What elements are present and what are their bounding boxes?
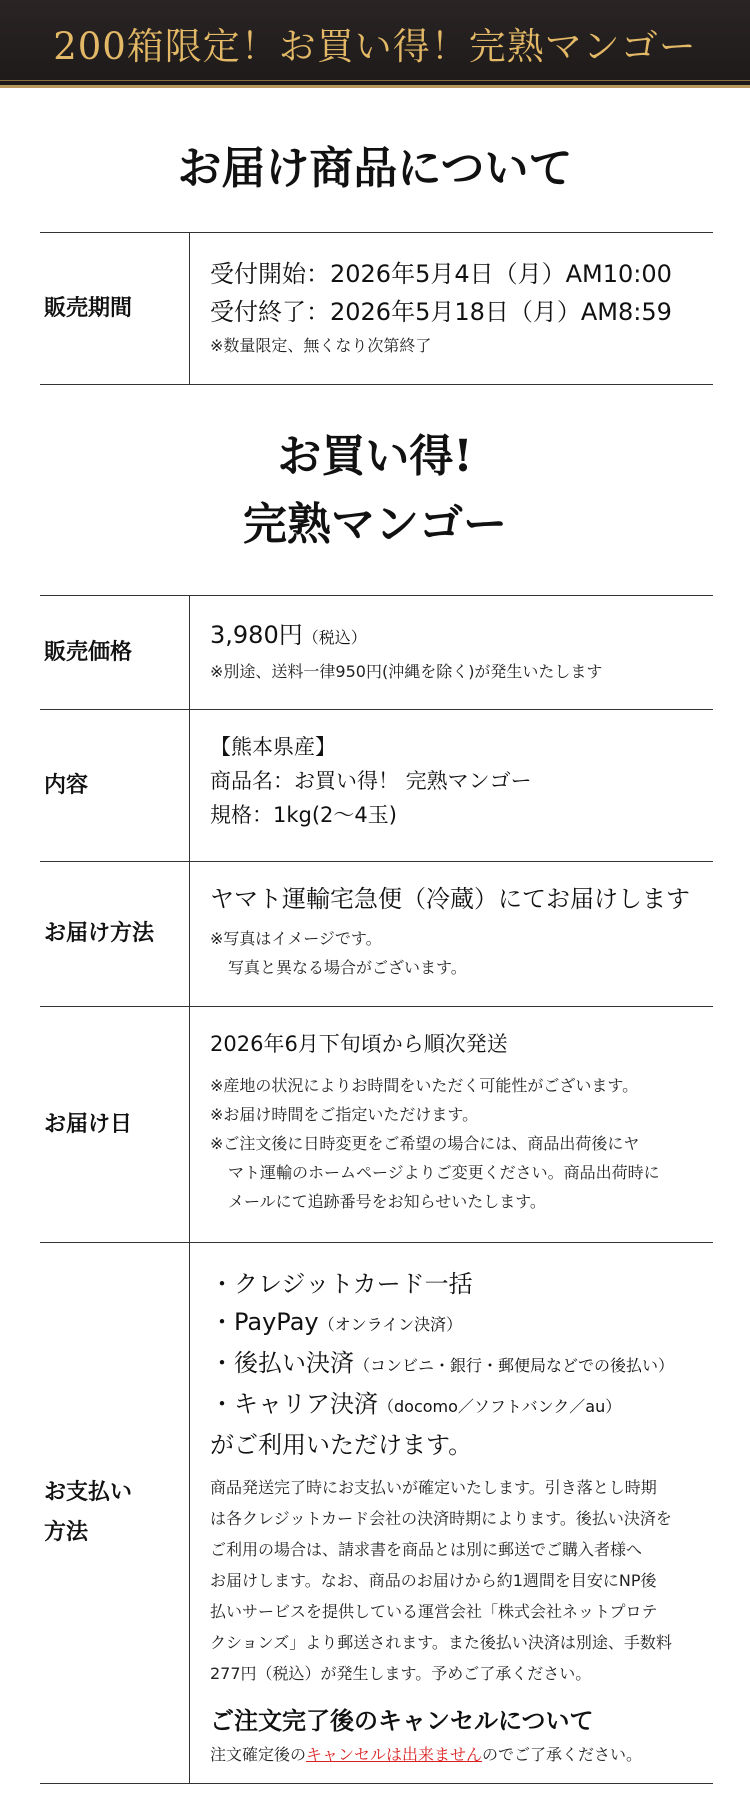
cancel-not-allowed: キャンセルは出来ません	[306, 1745, 483, 1764]
contents-origin: 【熊本県産】	[210, 735, 336, 759]
delivery-date-note1: ※産地の状況によりお時間をいただく可能性がございます。	[210, 1076, 639, 1095]
contents-product-name: 商品名：お買い得！ 完熟マンゴー	[210, 769, 532, 793]
carrier-label: ・キャリア決済	[210, 1390, 378, 1418]
label-price: 販売価格	[40, 596, 190, 709]
delivery-date-note3a: ※ご注文後に日時変更をご希望の場合には、商品出荷後にヤ	[210, 1134, 640, 1153]
section-title-product-info: お届け商品について	[177, 143, 573, 194]
label-sales-period: 販売期間	[40, 233, 190, 384]
row-price	[40, 596, 713, 710]
payment-para-line1: 商品発送完了時にお支払いが確定いたします。引き落とし時期	[210, 1478, 657, 1497]
delivery-date-main: 2026年6月下旬頃から順次発送	[210, 1032, 508, 1056]
deferred-note: （コンビニ・銀行・郵便局などでの後払い）	[354, 1356, 675, 1375]
payment-para-line6: クションズ」より郵送されます。また後払い決済は別途、手数料	[210, 1633, 672, 1652]
delivery-method-note1: ※写真はイメージです。	[210, 929, 382, 948]
row-payment	[40, 1243, 713, 1784]
section-title-product	[0, 423, 750, 559]
cancel-text-post: のでご了承ください。	[482, 1745, 643, 1764]
price-value: 3,980円	[210, 621, 303, 649]
paypay-label: ・PayPay	[210, 1308, 319, 1336]
payment-available-text: がご利用いただけます。	[210, 1431, 473, 1459]
carrier-note: （docomo／ソフトバンク／au）	[378, 1397, 622, 1416]
delivery-date-note3c: メールにて追跡番号をお知らせいたします。	[228, 1192, 546, 1211]
product-title-line1: お買い得!	[277, 431, 473, 482]
payment-para-line3: ご利用の場合は、請求書を商品とは別に郵送でご購入者様へ	[210, 1540, 643, 1559]
promo-banner	[0, 0, 750, 88]
payment-method-carrier	[210, 1385, 705, 1426]
content-delivery-method	[190, 862, 713, 1006]
paypay-note: （オンライン決済）	[318, 1315, 463, 1334]
payment-para-line7: 277円（税込）が発生します。予めご了承ください。	[210, 1664, 592, 1683]
delivery-method-note2: 写真と異なる場合がございます。	[228, 958, 467, 977]
label-delivery-method: お届け方法	[40, 862, 190, 1006]
label-payment-line2: 方法	[44, 1520, 89, 1545]
row-delivery-method	[40, 862, 713, 1007]
row-contents	[40, 710, 713, 862]
payment-method-credit: ・クレジットカード一括	[210, 1270, 473, 1298]
deferred-label: ・後払い決済	[210, 1349, 354, 1377]
cancel-text-pre: 注文確定後の	[210, 1745, 307, 1764]
period-start: 受付開始：2026年5月4日（月）AM10:00	[210, 260, 672, 288]
period-note: ※数量限定、無くなり次第終了	[210, 336, 432, 355]
cancel-policy-text	[210, 1739, 705, 1770]
content-sales-period	[190, 233, 713, 384]
label-payment	[40, 1243, 190, 1783]
price-line	[210, 616, 705, 657]
content-delivery-date	[190, 1007, 713, 1242]
cancel-policy-title: ご注文完了後のキャンセルについて	[210, 1707, 594, 1735]
payment-para-line5: 払いサービスを提供している運営会社「株式会社ネットプロテ	[210, 1602, 658, 1621]
banner-text: 200箱限定！お買い得！完熟マンゴー	[53, 24, 697, 68]
content-contents	[190, 710, 713, 861]
payment-para-line4: お届けします。なお、商品のお届けから約1週間を目安にNP後	[210, 1571, 657, 1590]
sales-period-table	[40, 232, 713, 385]
price-tax: （税込）	[302, 628, 367, 647]
delivery-method-main: ヤマト運輸宅急便（冷蔵）にてお届けします	[210, 885, 690, 913]
content-price	[190, 596, 713, 709]
row-delivery-date	[40, 1007, 713, 1243]
row-sales-period	[40, 233, 713, 385]
content-payment	[190, 1243, 713, 1783]
payment-para-line2: は各クレジットカード会社の決済時期によります。後払い決済を	[210, 1509, 672, 1528]
label-delivery-date: お届け日	[40, 1007, 190, 1242]
label-contents: 内容	[40, 710, 190, 861]
product-title-line2: 完熟マンゴー	[243, 499, 507, 550]
period-end: 受付終了：2026年5月18日（月）AM8:59	[210, 298, 672, 326]
delivery-date-note3b: マト運輸のホームページよりご変更ください。商品出荷時に	[228, 1163, 660, 1182]
label-payment-line1: お支払い	[44, 1480, 133, 1505]
price-note: ※別途、送料一律950円(沖縄を除く)が発生いたします	[210, 662, 603, 681]
delivery-date-note2: ※お届け時間をご指定いただけます。	[210, 1105, 479, 1124]
payment-method-deferred	[210, 1344, 705, 1385]
payment-method-paypay	[210, 1303, 705, 1344]
contents-spec: 規格：1kg(2〜4玉)	[210, 803, 397, 827]
product-details-table	[40, 595, 713, 1784]
